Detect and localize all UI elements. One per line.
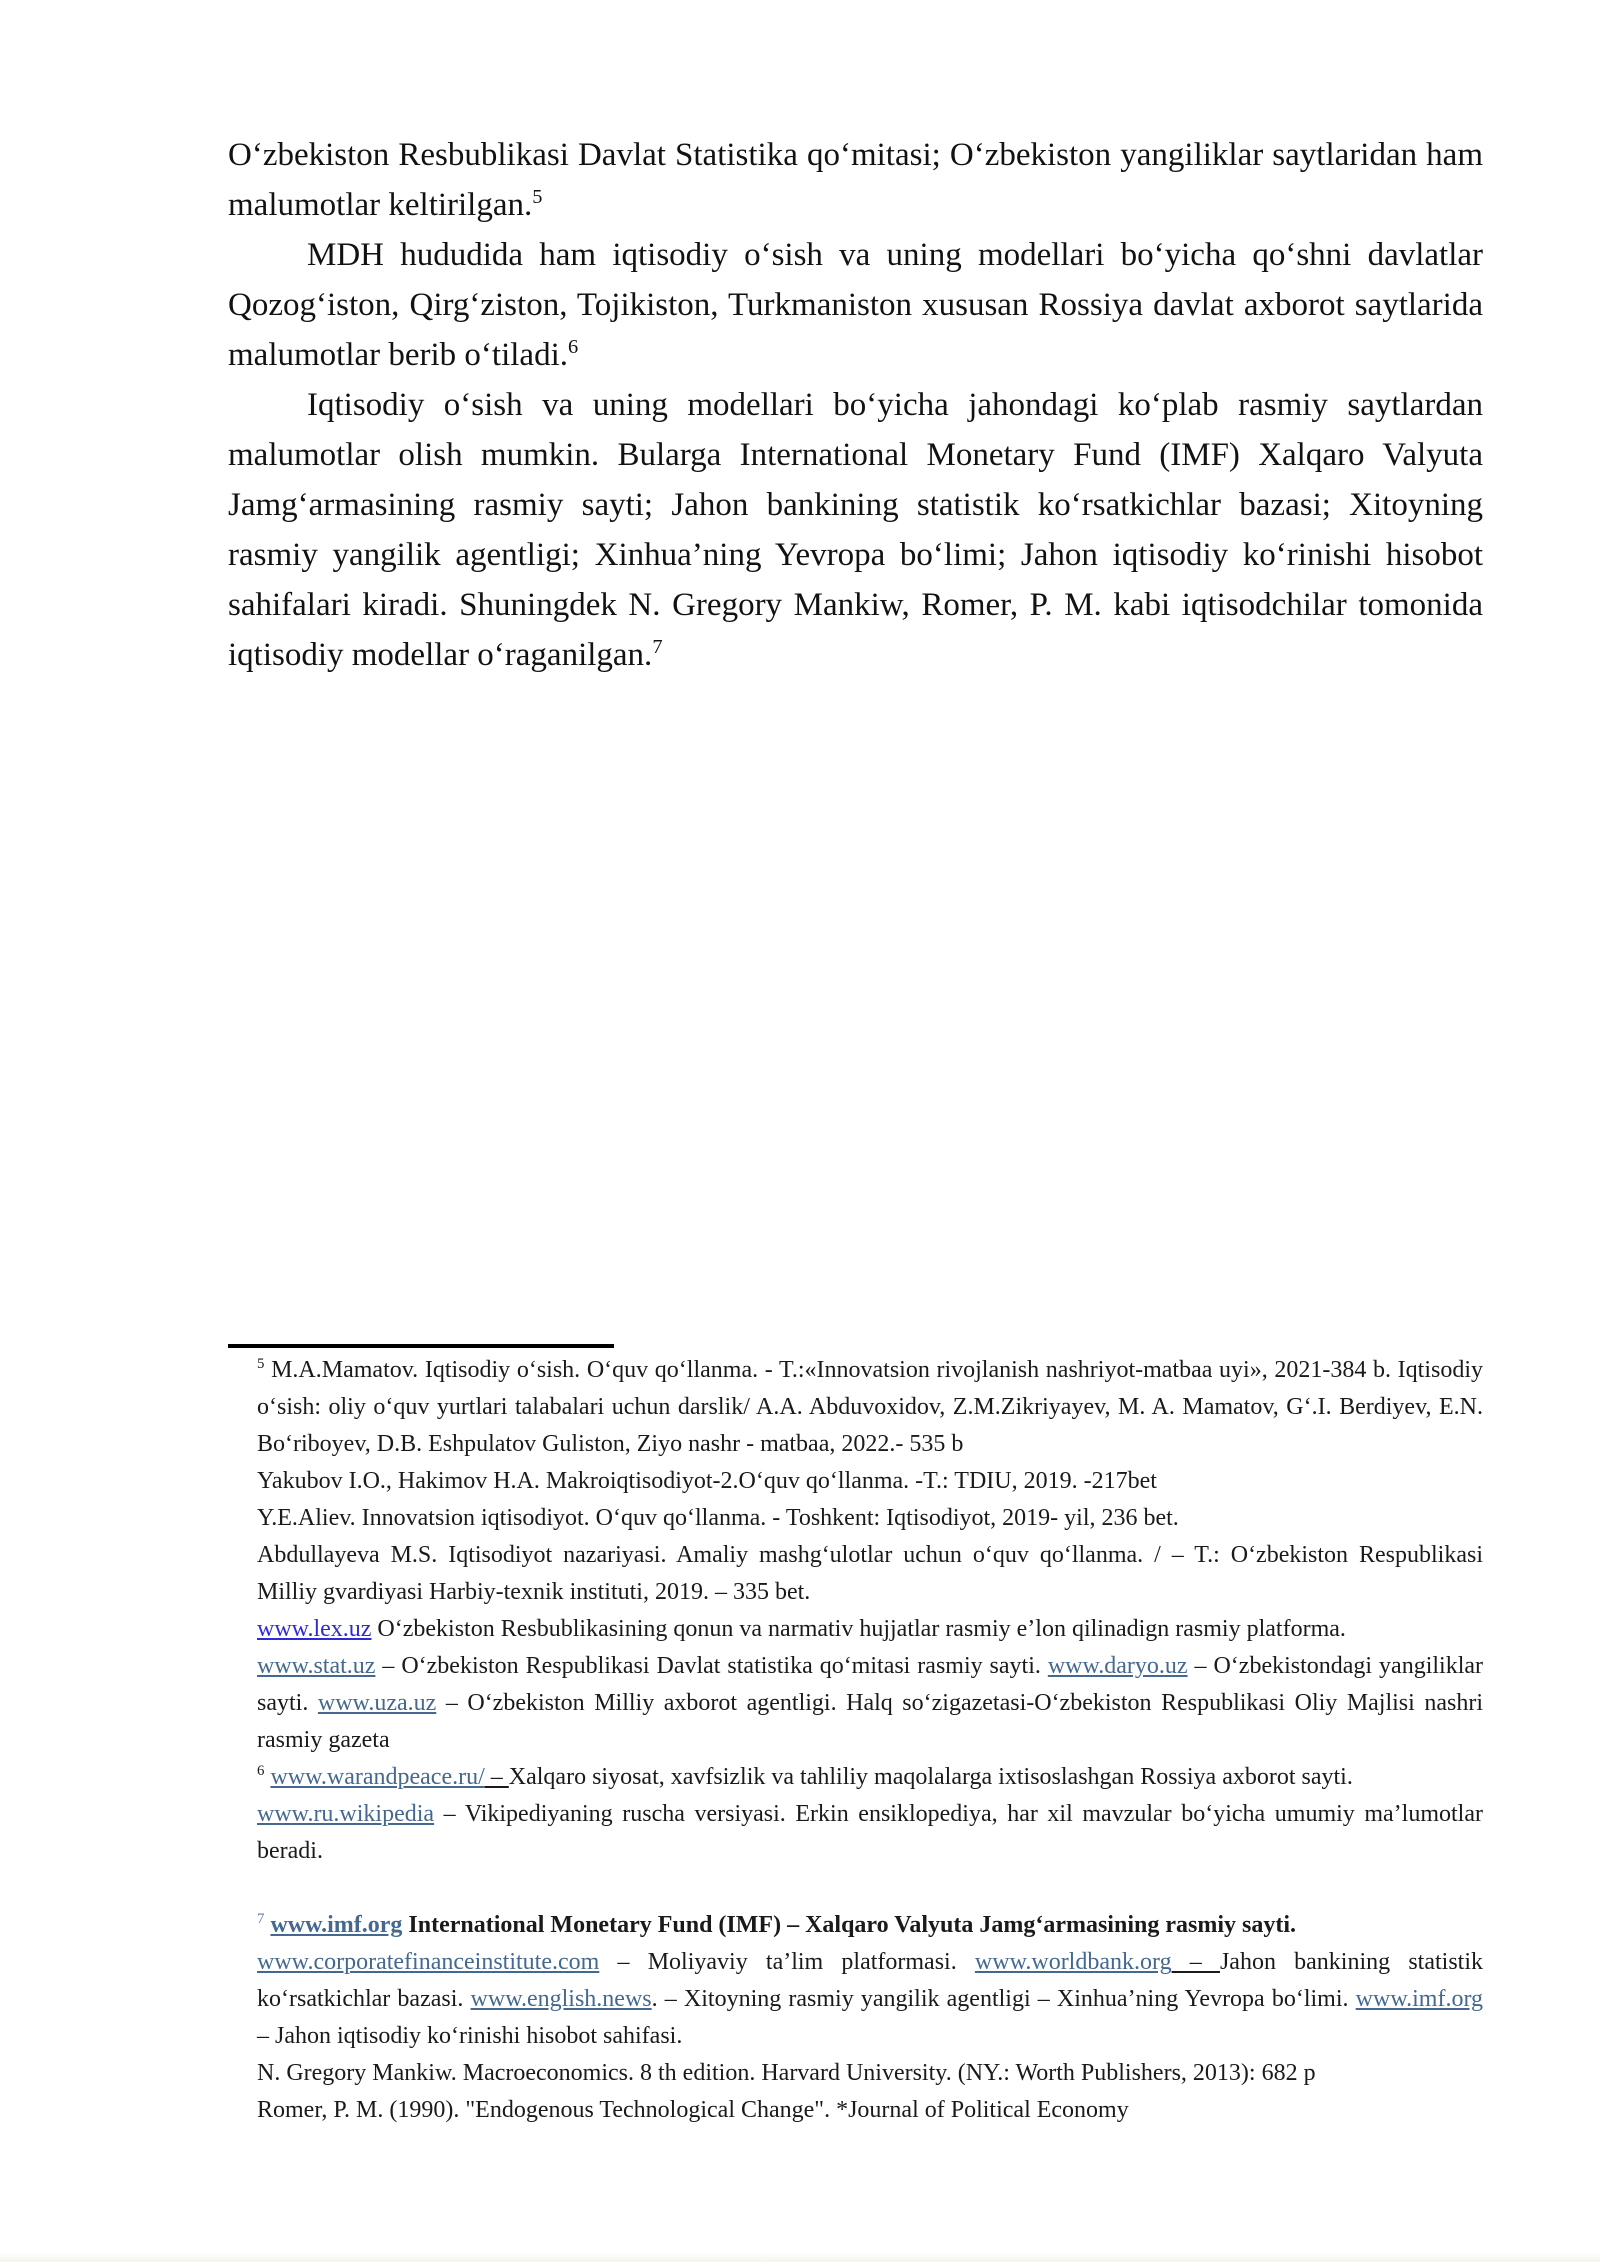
text-run: – (484, 1764, 509, 1790)
text-run: N. Gregory Mankiw. Macroeconomics. 8 th edition. Harvard University. (NY.: Worth Publishers, 2013): 682 p (257, 2060, 1316, 2086)
footnote-paragraph-9 (257, 1944, 1483, 2055)
footnote-paragraph-8 (257, 1907, 1483, 1944)
text-run: O‘zbekiston Resbublikasining qonun va narmativ hujjatlar rasmiy e’lon qilinadign rasmiy platforma. (371, 1616, 1346, 1642)
footnote-separator-rule (228, 1344, 614, 1348)
body-paragraph-2 (228, 380, 1483, 680)
hyperlink[interactable]: www.uza.uz (317, 1690, 437, 1716)
footnote-paragraph-1 (257, 1463, 1483, 1500)
footnote-paragraph-5 (257, 1648, 1483, 1759)
text-run: Y.E.Aliev. Innovatsion iqtisodiyot. O‘quv qo‘llanma. - Toshkent: Iqtisodiyot, 2019- yil, 236 bet. (257, 1505, 1179, 1531)
body-text-block (228, 130, 1483, 680)
text-run: – O‘zbekistondagi yangiliklar sayti. (257, 1653, 1484, 1716)
text-run: – Moliyaviy ta’lim platformasi. (599, 1949, 975, 1975)
footnote-ref-marker: 6 (257, 1763, 265, 1779)
footnote-ref-marker: 5 (257, 1356, 265, 1372)
footnote-paragraph-0 (257, 1352, 1483, 1463)
text-run: Abdullayeva M.S. Iqtisodiyot nazariyasi. Amaliy mashg‘ulotlar uchun o‘quv qo‘llanma. / – T.: O‘zbekiston Respublikasi Milliy gvardiyasi Harbiy-texnik instituti, 2019. – 335 bet. (257, 1542, 1483, 1605)
text-run: – Jahon iqtisodiy ko‘rinishi hisobot sahifasi. (257, 2023, 683, 2049)
hyperlink[interactable]: www.imf.org (1355, 1986, 1483, 2012)
footnote-paragraph-3 (257, 1537, 1483, 1611)
text-run: International Monetary Fund (IMF) – Xalqaro Valyuta Jamg‘armasining rasmiy sayti. (402, 1912, 1296, 1938)
text-run: O‘zbekiston Resbublikasi Davlat Statistika qo‘mitasi; O‘zbekiston yangiliklar saytlaridan ham malumotlar keltirilgan. (228, 137, 1483, 223)
text-run: Yakubov I.O., Hakimov H.A. Makroiqtisodiyot-2.O‘quv qo‘llanma. -T.: TDIU, 2019. -217bet (257, 1468, 1157, 1494)
hyperlink[interactable]: www.stat.uz (257, 1653, 376, 1679)
text-run: . – Xitoyning rasmiy yangilik agentligi – Xinhua’ning Yevropa bo‘limi. (651, 1986, 1356, 2012)
text-run: Xalqaro siyosat, xavfsizlik va tahliliy maqolalarga ixtisoslashgan Rossiya axborot sayti. (508, 1764, 1353, 1790)
hyperlink[interactable]: www.corporatefinanceinstitute.com (257, 1949, 600, 1975)
hyperlink[interactable]: www.ru.wikipedia (257, 1801, 435, 1827)
text-run: Jahon bankining statistik ko‘rsatkichlar bazasi. (257, 1949, 1483, 2012)
footnote-ref-marker: 7 (652, 636, 663, 658)
text-run: Romer, P. M. (1990). "Endogenous Technological Change". *Journal of Political Economy (257, 2097, 1129, 2123)
hyperlink[interactable]: www.imf.org (270, 1912, 403, 1938)
hyperlink[interactable]: www.daryo.uz (1047, 1653, 1188, 1679)
hyperlink[interactable]: www.warandpeace.ru/ (270, 1764, 485, 1790)
page-bottom-edge (0, 2252, 1600, 2262)
text-run: – O‘zbekiston Milliy axborot agentligi. Halq so‘zigazetasi-O‘zbekiston Respublikasi Oliy Majlisi nashri rasmiy gazeta (257, 1690, 1484, 1753)
footnote-paragraph-2 (257, 1500, 1483, 1537)
footnote-ref-marker: 5 (532, 186, 543, 208)
footnote-paragraph-11 (257, 2092, 1483, 2129)
text-run: – (1171, 1949, 1220, 1975)
hyperlink[interactable]: www.english.news (470, 1986, 652, 2012)
footnotes-block (257, 1352, 1483, 2129)
text-run: – Vikipediyaning ruscha versiyasi. Erkin ensiklopediya, har xil mavzular bo‘yicha umumiy ma’lumotlar beradi. (257, 1801, 1483, 1864)
hyperlink[interactable]: www.lex.uz (257, 1616, 372, 1642)
text-run: M.A.Mamatov. Iqtisodiy o‘sish. O‘quv qo‘llanma. - T.:«Innovatsion rivojlanish nashriyot-matbaa uyi», 2021-384 b. Iqtisodiy o‘sish: oliy o‘quv yurtlari talabalari uchun darslik/ A.A. Abduvoxidov, Z.M.Zikriyayev, M. A. Mamatov, G‘.I. Berdiyev, E.N. Bo‘riboyev, D.B. Eshpulatov Guliston, Ziyo nashr - matbaa, 2022.- 535 b (257, 1357, 1483, 1457)
text-run: Iqtisodiy o‘sish va uning modellari bo‘yicha jahondagi ko‘plab rasmiy saytlardan malumotlar olish mumkin. Bularga International Monetary Fund (IMF) Xalqaro Valyuta Jamg‘armasining rasmiy sayti; Jahon bankining statistik ko‘rsatkichlar bazasi; Xitoyning rasmiy yangilik agentligi; Xinhua’ning Yevropa bo‘limi; Jahon iqtisodiy ko‘rinishi hisobot sahifalari kiradi. Shuningdek N. Gregory Mankiw, Romer, P. M. kabi iqtisodchilar tomonida iqtisodiy modellar o‘raganilgan. (228, 387, 1483, 673)
footnote-paragraph-7 (257, 1796, 1483, 1870)
body-paragraph-1 (228, 230, 1483, 380)
footnote-ref-marker[interactable]: 7 (257, 1911, 265, 1927)
footnote-paragraph-10 (257, 2055, 1483, 2092)
footnote-ref-marker: 6 (568, 336, 579, 358)
footnote-paragraph-4 (257, 1611, 1483, 1648)
footnote-paragraph-6 (257, 1759, 1483, 1796)
text-run: – O‘zbekiston Respublikasi Davlat statistika qo‘mitasi rasmiy sayti. (375, 1653, 1048, 1679)
text-run: MDH hududida ham iqtisodiy o‘sish va uning modellari bo‘yicha qo‘shni davlatlar Qozog‘iston, Qirg‘ziston, Tojikiston, Turkmaniston xususan Rossiya davlat axborot saytlarida malumotlar berib o‘tiladi. (228, 237, 1483, 373)
hyperlink[interactable]: www.worldbank.org (974, 1949, 1172, 1975)
body-paragraph-0 (228, 130, 1483, 230)
